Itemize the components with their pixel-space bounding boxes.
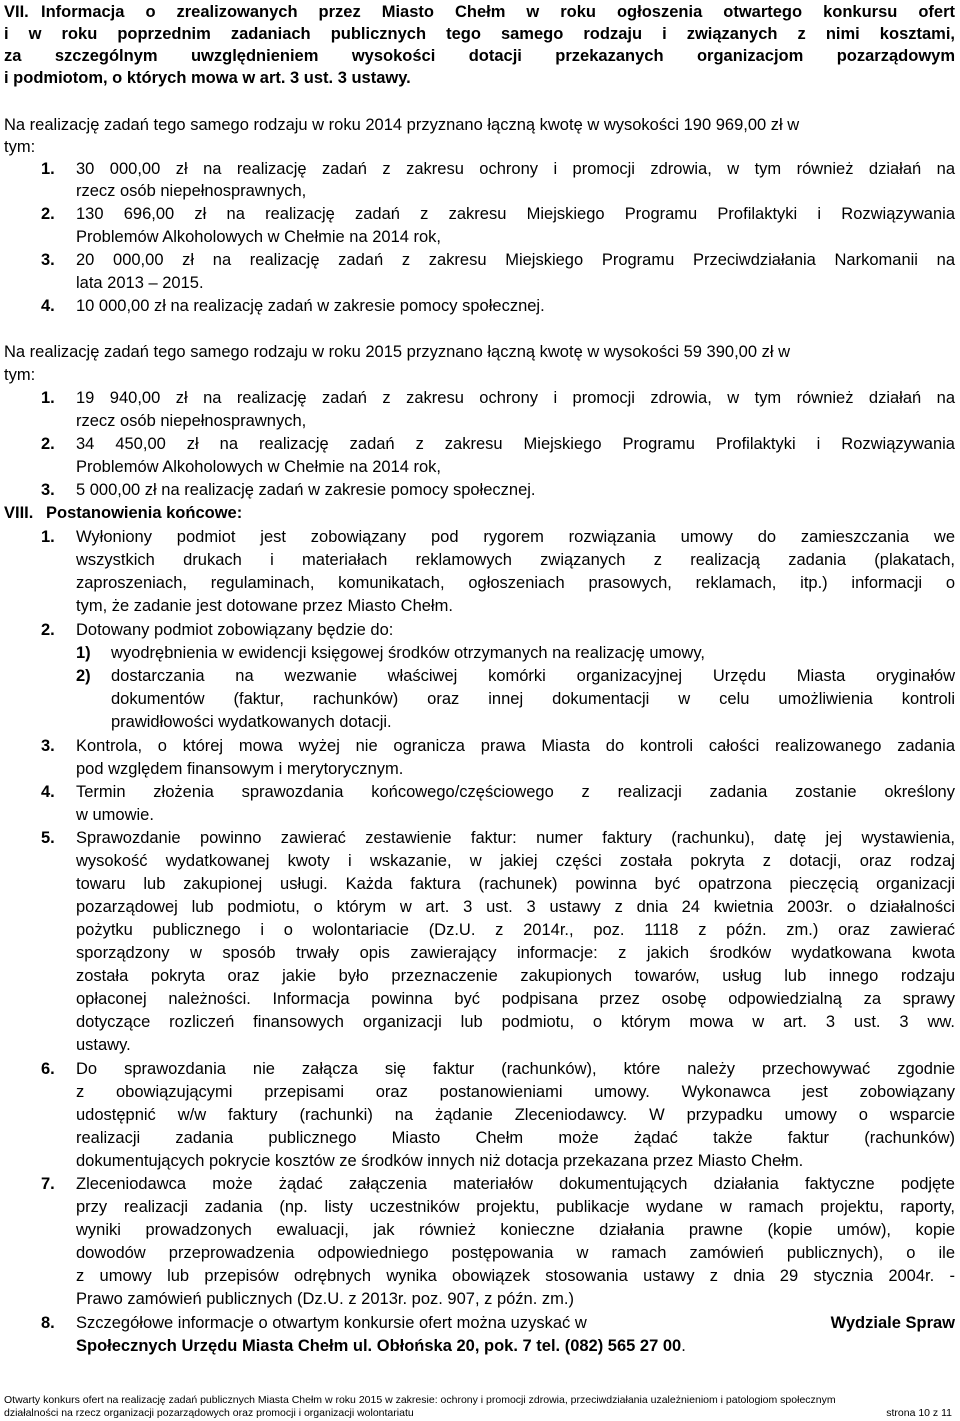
page-number: strona 10 z 11 <box>886 1407 952 1419</box>
section-number: VII. <box>4 3 29 21</box>
footer-line: działalności na rzecz organizacji pozarządowych oraz promocji i organizacji wolontariatu <box>4 1407 414 1419</box>
section-heading-line: Informacja o zrealizowanych przez Miasto Chełm w roku ogłoszenia otwartego konkursu ofert <box>41 3 955 21</box>
provision-line <box>76 1335 686 1357</box>
provision-line: wyodrębnienia w ewidencji księgowej środków otrzymanych na realizację umowy, <box>111 644 705 662</box>
provision-line: dokumentujących pokrycie kosztów ze środków innych niż dotacja przekazana przez Miasto Chełm. <box>76 1152 804 1170</box>
provision-line: zaproszeniach, regulaminach, komunikatach, ogłoszeniach prasowych, reklamach, itp.) informacji o <box>76 574 955 592</box>
list-number: 1. <box>41 389 55 407</box>
list-item-line: 30 000,00 zł na realizację zadań z zakresu ochrony i promocji zdrowia, w tym również działań na <box>76 160 955 178</box>
list-item-line: 20 000,00 zł na realizację zadań z zakresu Miejskiego Programu Przeciwdziałania Narkomanii na <box>76 251 955 269</box>
provision-line: dowodów przeprowadzenia odpowiedniego postępowania w ramach zamówień publicznych), o ile <box>76 1244 955 1262</box>
list-number: 8. <box>41 1314 55 1332</box>
list-number: 4. <box>41 783 55 801</box>
paragraph-line: Na realizację zadań tego samego rodzaju w roku 2014 przyznano łączną kwotę w wysokości 190 969,00 zł w <box>4 116 800 134</box>
paragraph-line: Na realizację zadań tego samego rodzaju w roku 2015 przyznano łączną kwotę w wysokości 59 390,00 zł w <box>4 343 791 361</box>
provision-line: Zleceniodawca może żądać załączenia materiałów dokumentujących działania faktyczne podjęte <box>76 1175 955 1193</box>
provision-line: Do sprawozdania nie załącza się faktur (rachunków), które należy przechowywać zgodnie <box>76 1060 955 1078</box>
provision-line: opłaconej należności. Informacja powinna być podpisana przez osobę odpowiedzialną za sprawy <box>76 990 955 1008</box>
office-address: Społecznych Urzędu Miasta Chełm ul. Obłońska 20, pok. 7 tel. (082) 565 27 00 <box>76 1337 682 1355</box>
provision-line: dotyczące rozliczeń finansowych organizacji lub podmiotu, o którym mowa w art. 3 ust. 3 ww. <box>76 1013 955 1031</box>
list-item-line: 34 450,00 zł na realizację zadań z zakresu Miejskiego Programu Profilaktyki i Rozwiązywania <box>76 435 955 453</box>
provision-line: prawidłowości wydatkowanych dotacji. <box>111 713 392 731</box>
provision-text: Szczegółowe informacje o otwartym konkursie ofert można uzyskać w <box>76 1314 587 1332</box>
section-heading-line: i podmiotom, o których mowa w art. 3 ust. 3 ustawy. <box>4 69 411 87</box>
list-number: 2. <box>41 205 55 223</box>
list-number: 3. <box>41 251 55 269</box>
list-item-line: 5 000,00 zł na realizację zadań w zakresie pomocy społecznej. <box>76 481 536 499</box>
provision-line: wysokość wydatkowanej kwoty i wskazanie, w jakiej części została pokryta z dotacji, oraz rodzaj <box>76 852 955 870</box>
provision-line: Termin złożenia sprawozdania końcowego/częściowego z realizacji zadania zostanie określony <box>76 783 955 801</box>
provision-line: Wyłoniony podmiot jest zobowiązany pod rygorem rozwiązania umowy do zamieszczania we <box>76 528 955 546</box>
list-number: 4. <box>41 297 55 315</box>
paragraph-line: tym: <box>4 138 36 156</box>
list-number: 5. <box>41 829 55 847</box>
paragraph-line: tym: <box>4 366 36 384</box>
provision-line <box>76 1312 955 1334</box>
provision-line: wszystkich drukach i materiałach reklamowych związanych z realizacją zadania (plakatach, <box>76 551 955 569</box>
list-item-line: rzecz osób niepełnosprawnych, <box>76 182 307 200</box>
section-number: VIII. <box>4 504 34 522</box>
provision-line: pożytku publicznego i o wolontariacie (Dz.U. z 2014r., poz. 1118 z późn. zm.) oraz zawierać <box>76 921 955 939</box>
sub-number: 2) <box>76 667 91 685</box>
provision-line: Prawo zamówień publicznych (Dz.U. z 2013r. poz. 907, z późn. zm.) <box>76 1290 574 1308</box>
section-heading-line: za szczególnym uwzględnieniem wysokości dotacji przekazanych organizacjom pozarządowym <box>4 47 955 65</box>
section-title: Postanowienia końcowe: <box>46 504 243 522</box>
footer-line: Otwarty konkurs ofert na realizację zadań publicznych Miasta Chełm w roku 2015 w zakresie: ochrony i promocji zdrowia, przeciwdziałania uzależnieniom i patologiom społecznym <box>4 1394 836 1406</box>
list-item-line: rzecz osób niepełnosprawnych, <box>76 412 307 430</box>
list-item-line: Problemów Alkoholowych w Chełmie na 2014 rok, <box>76 228 442 246</box>
provision-line: towaru lub zakupionej usługi. Każda faktura (rachunek) powinna być opatrzona pieczęcią organizacji <box>76 875 955 893</box>
office-name: Wydziale Spraw <box>830 1314 955 1332</box>
provision-text: . <box>681 1337 686 1355</box>
list-number: 3. <box>41 737 55 755</box>
provision-line: pozarządowej lub podmiotu, o którym w art. 3 ust. 3 ustawy z dnia 24 kwietnia 2003r. o działalności <box>76 898 955 916</box>
provision-line: z umowy lub przepisów odrębnych wynika obowiązek stosowania ustawy z dnia 29 stycznia 2004r. - <box>76 1267 955 1285</box>
list-item-line: 19 940,00 zł na realizację zadań z zakresu ochrony i promocji zdrowia, w tym również działań na <box>76 389 955 407</box>
provision-line: dokumentów (faktur, rachunków) oraz innej dokumentacji w celu umożliwienia kontroli <box>111 690 955 708</box>
sub-number: 1) <box>76 644 91 662</box>
list-number: 6. <box>41 1060 55 1078</box>
provision-line: realizacji zadania publicznego Miasto Chełm może żądać także faktur (rachunków) <box>76 1129 955 1147</box>
provision-line: pod względem finansowym i merytorycznym. <box>76 760 404 778</box>
provision-line: Kontrola, o której mowa wyżej nie ogranicza prawa Miasta do kontroli całości realizowanego zadania <box>76 737 955 755</box>
provision-line: dostarczania na wezwanie właściwej komórki organizacyjnej Urzędu Miasta oryginałów <box>111 667 955 685</box>
list-number: 2. <box>41 435 55 453</box>
provision-line: w umowie. <box>76 806 154 824</box>
provision-line: Dotowany podmiot zobowiązany będzie do: <box>76 621 394 639</box>
list-number: 2. <box>41 621 55 639</box>
provision-line: została pokryta oraz jakie było przeznaczenie zakupionych towarów, usług lub innego rodzaju <box>76 967 955 985</box>
list-item-line: 130 696,00 zł na realizację zadań z zakresu Miejskiego Programu Profilaktyki i Rozwiązywania <box>76 205 955 223</box>
list-number: 3. <box>41 481 55 499</box>
provision-line: ustawy. <box>76 1036 131 1054</box>
provision-line: udostępnić w/w faktury (rachunki) na żądanie Zleceniodawcy. W przypadku umowy o wsparcie <box>76 1106 955 1124</box>
list-item-line: Problemów Alkoholowych w Chełmie na 2014 rok, <box>76 458 442 476</box>
section-heading-line: i w roku poprzednim zadaniach publicznych tego samego rodzaju i związanych z nimi kosztami, <box>4 25 955 43</box>
provision-line: sporządzony w sposób trwały opis zawierający informacje: z jakich środków wydatkowana kwota <box>76 944 955 962</box>
list-item-line: 10 000,00 zł na realizację zadań w zakresie pomocy społecznej. <box>76 297 545 315</box>
list-number: 1. <box>41 160 55 178</box>
provision-line: przy realizacji zadania (np. listy uczestników projektu, publikacje wydane w ramach projektu, raporty, <box>76 1198 955 1216</box>
provision-line: wyniki prowadzonych ewaluacji, jak również konieczne działania prawne (kopie umów), kopie <box>76 1221 955 1239</box>
provision-line: Sprawozdanie powinno zawierać zestawienie faktur: numer faktury (rachunku), datę jej wystawienia, <box>76 829 955 847</box>
provision-line: tym, że zadanie jest dotowane przez Miasto Chełm. <box>76 597 453 615</box>
list-item-line: lata 2013 – 2015. <box>76 274 204 292</box>
list-number: 1. <box>41 528 55 546</box>
list-number: 7. <box>41 1175 55 1193</box>
provision-line: z obowiązującymi przepisami oraz postanowieniami umowy. Wykonawca jest zobowiązany <box>76 1083 955 1101</box>
